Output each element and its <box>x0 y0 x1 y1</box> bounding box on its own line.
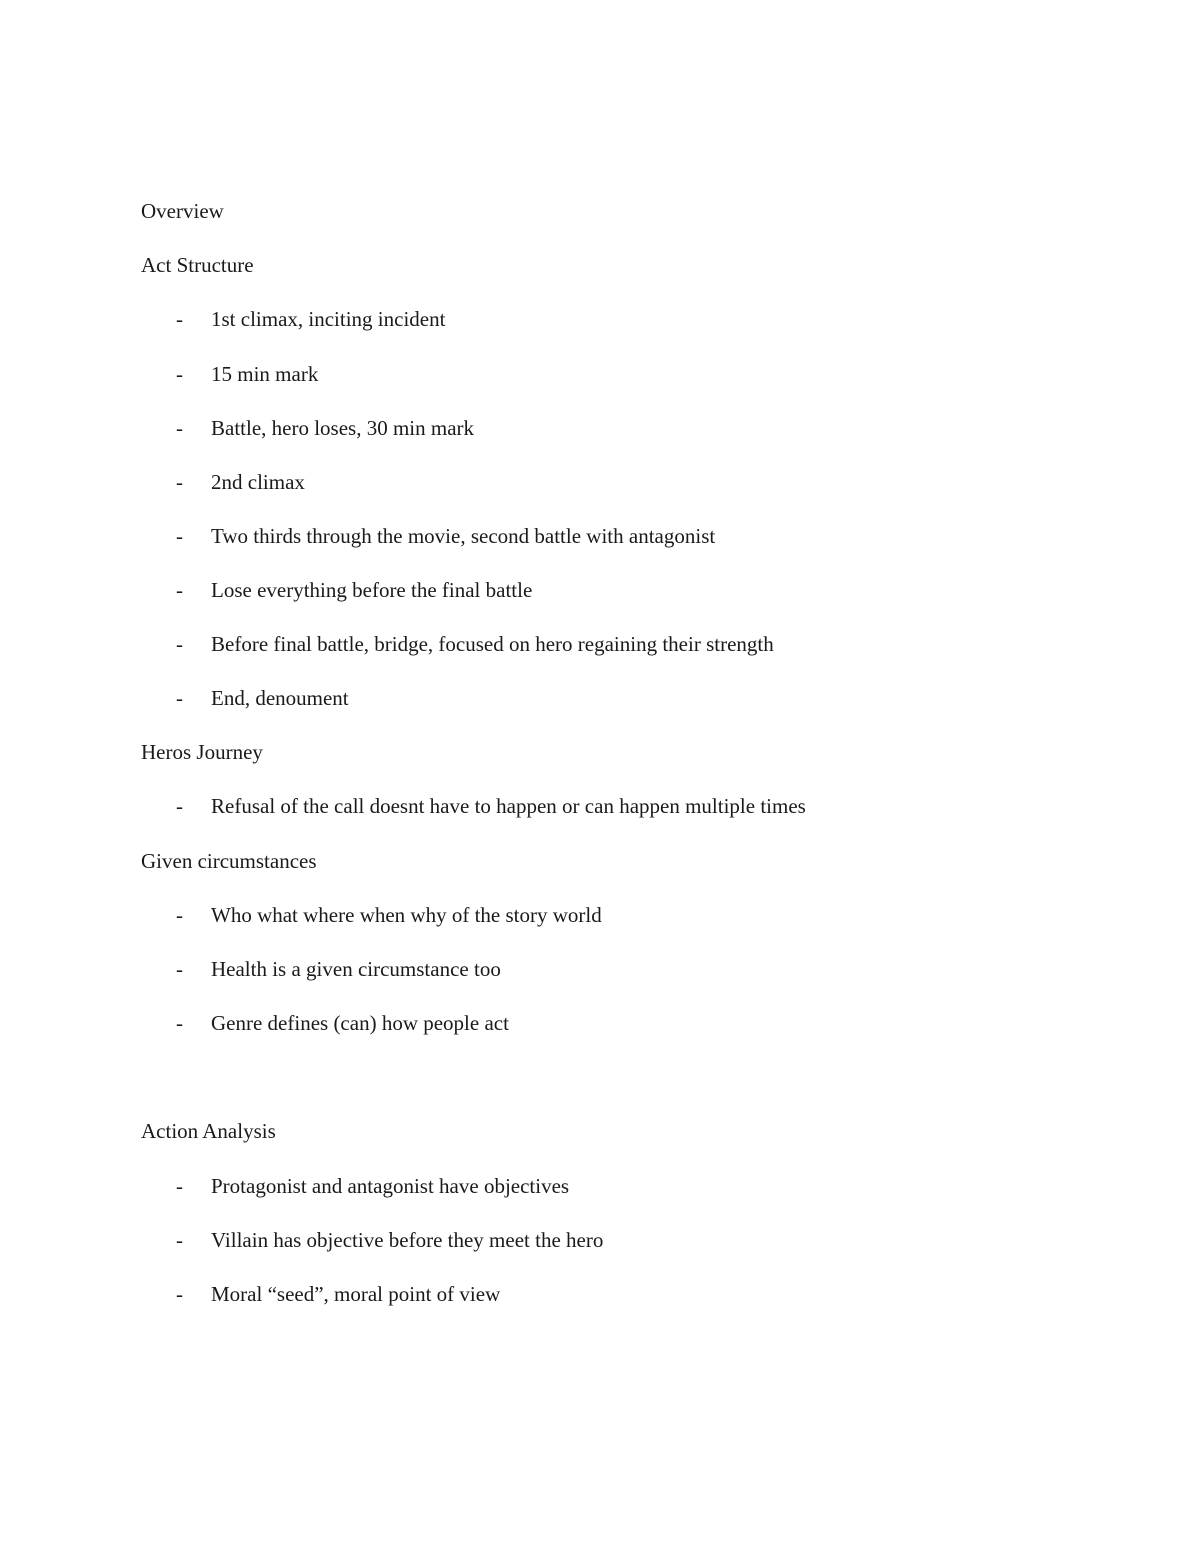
bullet-dash: - <box>176 632 183 656</box>
list-item-text: Battle, hero loses, 30 min mark <box>211 416 475 440</box>
list-item-text: End, denoument <box>211 686 349 710</box>
list-item-text: 1st climax, inciting incident <box>211 307 446 331</box>
list-item-text: Before final battle, bridge, focused on hero regaining their strength <box>211 632 774 656</box>
bullet-dash: - <box>176 307 183 331</box>
bullet-dash: - <box>176 1282 183 1306</box>
list-item-text: Who what where when why of the story world <box>211 903 602 927</box>
bullet-dash: - <box>176 686 183 710</box>
list-item-text: Villain has objective before they meet the hero <box>211 1228 604 1252</box>
heading-action-analysis: Action Analysis <box>141 1119 276 1143</box>
list-item-text: Health is a given circumstance too <box>211 957 501 981</box>
list-item-text: Moral “seed”, moral point of view <box>211 1282 501 1306</box>
heading-overview: Overview <box>141 199 224 223</box>
bullet-dash: - <box>176 362 183 386</box>
bullet-dash: - <box>176 903 183 927</box>
heading-heros-journey: Heros Journey <box>141 740 263 764</box>
bullet-dash: - <box>176 1174 183 1198</box>
heading-act-structure: Act Structure <box>141 253 254 277</box>
list-item-text: Genre defines (can) how people act <box>211 1011 509 1035</box>
bullet-dash: - <box>176 524 183 548</box>
bullet-dash: - <box>176 957 183 981</box>
bullet-dash: - <box>176 1228 183 1252</box>
list-item-text: Protagonist and antagonist have objectives <box>211 1174 570 1198</box>
list-item-text: 2nd climax <box>211 470 305 494</box>
bullet-dash: - <box>176 470 183 494</box>
list-item-text: 15 min mark <box>211 362 319 386</box>
list-item-text: Two thirds through the movie, second battle with antagonist <box>211 524 716 548</box>
bullet-dash: - <box>176 578 183 602</box>
list-item-text: Refusal of the call doesnt have to happen or can happen multiple times <box>211 794 806 818</box>
bullet-dash: - <box>176 794 183 818</box>
list-item-text: Lose everything before the final battle <box>211 578 533 602</box>
bullet-dash: - <box>176 416 183 440</box>
heading-given-circumstances: Given circumstances <box>141 849 317 873</box>
bullet-dash: - <box>176 1011 183 1035</box>
